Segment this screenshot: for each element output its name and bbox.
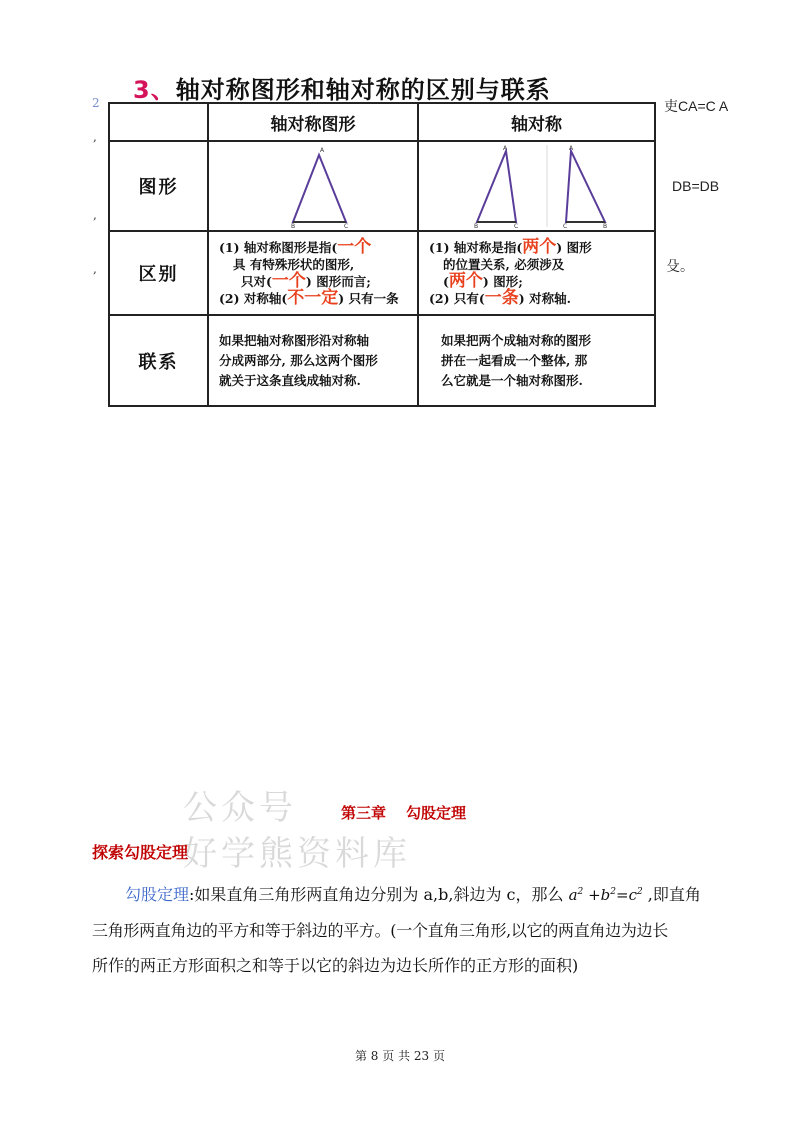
table-row-relation xyxy=(109,315,655,406)
text: (2) 只有( xyxy=(429,291,485,306)
isosceles-triangle-figure xyxy=(209,143,415,229)
text: ) 图形 xyxy=(556,240,592,255)
edge-text-duan: 殳。 xyxy=(666,258,694,274)
footer-text: 第 xyxy=(354,1049,367,1063)
chapter-heading xyxy=(341,802,466,823)
footer-text: 页 共 xyxy=(382,1049,411,1063)
difference-cell-symmetry xyxy=(418,231,655,315)
section-title-text: 轴对称图形和轴对称的区别与联系 xyxy=(175,76,551,104)
row-label-figure: 图形 xyxy=(109,141,208,231)
vertex-label-b: B xyxy=(291,223,296,229)
formula-exp: 2 xyxy=(636,887,643,897)
fill-answer: 一条 xyxy=(484,288,519,308)
watermark-line-1: 公众号 xyxy=(183,788,297,828)
edge-text-ca: 吏CA=C A xyxy=(664,98,729,114)
section-number: 3、 xyxy=(133,76,176,104)
diff-symmetry-line-1 xyxy=(429,239,648,256)
table-row-difference xyxy=(109,231,655,315)
text: ( xyxy=(443,274,449,289)
edge-mark-left-1: 2 xyxy=(92,96,100,110)
chapter-number: 第三章 xyxy=(341,804,387,822)
text: (1) 轴对称是指( xyxy=(429,240,523,255)
relation-figure-line-1: 如果把轴对称图形沿对称轴 xyxy=(219,332,370,348)
formula-eq: = xyxy=(615,886,629,904)
chapter-name: 勾股定理 xyxy=(406,804,467,822)
diff-symmetry-line-2: 的位置关系, 必须涉及 xyxy=(443,257,565,272)
watermark-line-2: 好学熊资料库 xyxy=(183,834,411,874)
triangle-abc xyxy=(293,155,346,222)
left-vertex-b: B xyxy=(474,223,479,229)
vertex-label-a: A xyxy=(320,147,325,154)
vertex-label-c: C xyxy=(344,223,349,229)
fill-answer: 不一定 xyxy=(287,288,339,308)
page-footer xyxy=(0,1047,800,1064)
right-vertex-c: C xyxy=(563,223,568,229)
relation-figure-line-2: 分成两部分, 那么这两个图形 xyxy=(219,352,378,368)
relation-symmetry-line-1: 如果把两个成轴对称的图形 xyxy=(441,332,592,348)
diff-symmetry-line-4 xyxy=(429,290,648,307)
right-vertex-b: B xyxy=(603,223,608,229)
formula-c: c xyxy=(628,886,637,904)
text: 只对( xyxy=(241,274,272,289)
text: (1) 轴对称图形是指( xyxy=(219,240,338,255)
text: ) 图形而言; xyxy=(305,274,371,289)
relation-figure-line-3: 就关于这条直线成轴对称. xyxy=(219,372,361,388)
pythagorean-formula xyxy=(569,886,643,904)
mirrored-triangles-figure xyxy=(419,143,654,229)
edge-mark-left-4: , xyxy=(93,262,97,276)
header-axial-symmetry: 轴对称 xyxy=(418,103,655,141)
footer-total-pages: 23 xyxy=(413,1049,430,1063)
diff-figure-line-1 xyxy=(219,239,411,256)
theorem-term: 勾股定理 xyxy=(125,885,190,904)
footer-text: 页 xyxy=(433,1049,446,1063)
relation-symmetry-line-3: 么它就是一个轴对称图形. xyxy=(441,372,583,388)
table-row-figure xyxy=(109,141,655,231)
theorem-line-1-end: ,即直角 xyxy=(642,885,701,904)
theorem-paragraph xyxy=(92,875,732,983)
formula-exp: 2 xyxy=(577,887,584,897)
left-vertex-a: A xyxy=(503,145,508,152)
triangle-left xyxy=(477,151,516,222)
right-vertex-a: A xyxy=(569,145,574,152)
table-header-row xyxy=(109,103,655,141)
subheading: 探索勾股定理 xyxy=(92,843,189,862)
fill-answer: 一个 xyxy=(337,237,372,257)
diff-figure-line-4 xyxy=(219,290,411,307)
relation-cell-figure xyxy=(208,315,418,406)
formula-a: a xyxy=(568,886,578,904)
figure-cell-single xyxy=(208,141,418,231)
text: ) 图形; xyxy=(482,274,523,289)
comparison-table xyxy=(108,102,656,407)
row-label-relation: 联系 xyxy=(109,315,208,406)
theorem-line-3: 所作的两正方形面积之和等于以它的斜边为边长所作的正方形的面积) xyxy=(92,956,579,975)
formula-b: b xyxy=(600,886,611,904)
text: (2) 对称轴( xyxy=(219,291,288,306)
fill-answer: 两个 xyxy=(522,237,557,257)
theorem-line-1-text: :如果直角三角形两直角边分别为 a,b,斜边为 c，那么 xyxy=(189,885,564,904)
relation-cell-symmetry xyxy=(418,315,655,406)
difference-cell-figure xyxy=(208,231,418,315)
diff-figure-line-2: 具 有特殊形状的图形, xyxy=(233,257,355,272)
edge-mark-left-2: , xyxy=(93,130,97,144)
triangle-right xyxy=(566,151,605,222)
watermark xyxy=(183,785,411,877)
theorem-line-1 xyxy=(92,875,732,913)
text: ) 只有一条 xyxy=(338,291,399,306)
formula-plus: + xyxy=(588,886,601,904)
row-label-difference: 区别 xyxy=(109,231,208,315)
diff-symmetry-line-3 xyxy=(429,273,648,290)
header-axisymmetric-figure: 轴对称图形 xyxy=(208,103,418,141)
footer-page-number: 8 xyxy=(370,1049,379,1063)
edge-mark-left-3: , xyxy=(93,208,97,222)
edge-text-db: DB=DB xyxy=(672,178,720,194)
relation-symmetry-line-2: 拼在一起看成一个整体, 那 xyxy=(441,352,588,368)
formula-exp: 2 xyxy=(610,887,616,897)
left-vertex-c: C xyxy=(514,223,519,229)
theorem-line-2: 三角形两直角边的平方和等于斜边的平方。(一个直角三角形,以它的两直角边为边长 xyxy=(92,921,668,940)
text: ) 对称轴. xyxy=(518,291,571,306)
header-corner xyxy=(109,103,208,141)
fill-answer: 一个 xyxy=(271,271,306,291)
fill-answer: 两个 xyxy=(448,271,483,291)
section-title xyxy=(133,70,551,105)
figure-cell-pair xyxy=(418,141,655,231)
